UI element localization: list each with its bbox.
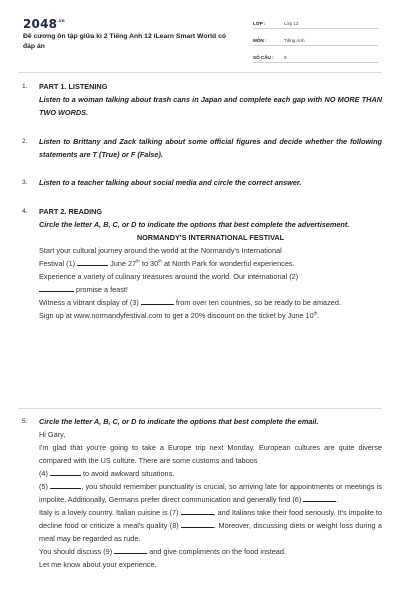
question-3: [18, 176, 382, 189]
meta-row-class: LỚP : Lớp 12: [253, 15, 378, 29]
question-instruction: Listen to a woman talking about trash cans in Japan and complete each gap with NO MORE THAN TWO WORDS.: [39, 95, 382, 117]
meta-info: [253, 15, 378, 66]
email-text: Hi Gary, I'm glad that you're going to take a Europe trip next Monday. European cultures are quite diverse compared with the US culture. There are some customs and taboos (4) to avoid awkward situations. (5) , you should remember punctuality is crucial, so arriving late for appointments or meetings is impolite. Additionally, Germans prefer direct communication and generally find (6) . Italy is a lovely country. Italian cuisine is (7) , and Italians take their food seriously. It's impolite to decline food or criticize a meal's quality (8) . Moreover, discussing diets or weight loss during a meal may be regarded as rude. You should discuss (9) and give compliments on the food instead. Let me know about your experience.: [39, 430, 383, 569]
advertisement-text: Start your cultural journey around the world at the Normandy's International Festival (1) June 27th to 30th at North Park for wonderful experiences. Experience a variety of culinary treasures around the world. Our international (2) promise a feast! Witness a vibrant display of (3) from over ten countries, so be ready to be amazed. Sign up at www.normandyfestival.com to get a 20% discount on the ticket by June 10th.: [39, 246, 341, 320]
festival-link[interactable]: www.normandyfestival.com: [73, 311, 163, 320]
document-title: Đề cương ôn tập giữa kì 2 Tiếng Anh 12 iLearn Smart World có đáp án: [23, 33, 227, 50]
document-body: [18, 80, 382, 322]
gap-9[interactable]: [114, 547, 147, 554]
question-instruction: Circle the letter A, B, C, or D to indicate the options that best complete the email.: [39, 417, 319, 426]
question-1: [18, 80, 382, 119]
document-body-continued: [18, 415, 382, 571]
question-2: [18, 135, 382, 161]
question-4: [18, 205, 382, 322]
section-divider: [18, 408, 382, 409]
question-5: [18, 415, 382, 571]
gap-5[interactable]: [50, 482, 81, 489]
advertisement-title: NORMANDY'S INTERNATIONAL FESTIVAL: [136, 233, 285, 242]
question-number: 2.: [22, 138, 28, 145]
question-instruction: Listen to Brittany and Zack talking about some official figures and decide whether the following statements are T (True) or F (False).: [39, 137, 382, 159]
gap-6[interactable]: [303, 495, 336, 502]
question-number: 3.: [22, 179, 28, 186]
site-logo[interactable]: $2048^{.vn}$: [23, 17, 65, 31]
meta-row-count: SỐ CÂU : 9: [253, 49, 378, 63]
question-instruction: Circle the letter A, B, C, or D to indicate the options that best complete the advertisement.: [39, 220, 350, 229]
section-heading: PART 1. LISTENING: [39, 82, 108, 91]
question-number: 5.: [22, 418, 28, 425]
gap-4[interactable]: [50, 469, 81, 476]
gap-3[interactable]: [141, 298, 174, 305]
meta-row-subject: MÔN : Tiếng Anh: [253, 32, 378, 46]
header-divider: [18, 72, 382, 73]
question-number: 4.: [22, 208, 28, 215]
section-heading: PART 2. READING: [39, 207, 103, 216]
question-instruction: Listen to a teacher talking about social media and circle the correct answer.: [39, 178, 302, 187]
gap-8[interactable]: [181, 521, 214, 528]
gap-2[interactable]: [39, 285, 74, 292]
question-number: 1.: [22, 83, 28, 90]
gap-7[interactable]: [181, 508, 214, 515]
gap-1[interactable]: [77, 259, 108, 266]
page-header: [0, 0, 400, 72]
